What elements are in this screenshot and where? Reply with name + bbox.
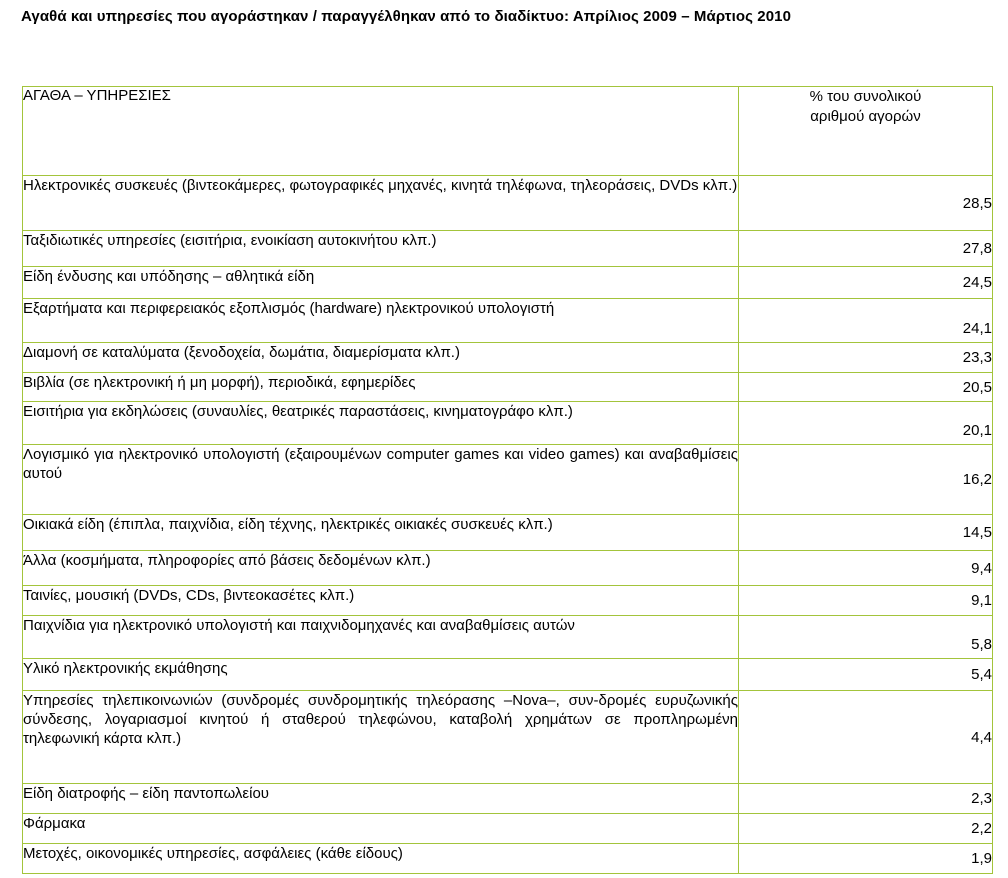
row-value: 20,1 — [739, 402, 993, 445]
header-percent-line2: αριθμού αγορών — [810, 108, 921, 125]
goods-services-table — [22, 86, 993, 874]
table-row — [23, 176, 993, 231]
table-row — [23, 343, 993, 373]
table-row — [23, 551, 993, 586]
row-value: 24,5 — [739, 267, 993, 299]
row-item: Παιχνίδια για ηλεκτρονικό υπολογιστή και παιχνιδομηχανές και αναβαθμίσεις αυτών — [23, 616, 739, 659]
row-value: 24,1 — [739, 299, 993, 343]
row-value: 9,1 — [739, 586, 993, 616]
row-item: Ταξιδιωτικές υπηρεσίες (εισιτήρια, ενοικίαση αυτοκινήτου κλπ.) — [23, 231, 739, 267]
row-value: 27,8 — [739, 231, 993, 267]
table-row — [23, 586, 993, 616]
header-goods-services: ΑΓΑΘΑ – ΥΠΗΡΕΣΙΕΣ — [23, 87, 739, 176]
table-row — [23, 616, 993, 659]
table-row — [23, 299, 993, 343]
row-item: Λογισμικό για ηλεκτρονικό υπολογιστή (εξαιρουμένων computer games και video games) και αναβαθμίσεις αυτού — [23, 445, 739, 515]
table-row — [23, 515, 993, 551]
row-item: Φάρμακα — [23, 814, 739, 844]
row-value: 5,8 — [739, 616, 993, 659]
table-row — [23, 267, 993, 299]
table-row — [23, 814, 993, 844]
row-item: Ταινίες, μουσική (DVDs, CDs, βιντεοκασέτες κλπ.) — [23, 586, 739, 616]
table-row — [23, 445, 993, 515]
row-value: 2,2 — [739, 814, 993, 844]
row-item: Βιβλία (σε ηλεκτρονική ή μη μορφή), περιοδικά, εφημερίδες — [23, 373, 739, 402]
row-item: Ηλεκτρονικές συσκευές (βιντεοκάμερες, φωτογραφικές μηχανές, κινητά τηλέφωνα, τηλεοράσεις, DVDs κλπ.) — [23, 176, 739, 231]
table-row — [23, 231, 993, 267]
row-value: 28,5 — [739, 176, 993, 231]
row-value: 23,3 — [739, 343, 993, 373]
row-item: Είδη ένδυσης και υπόδησης – αθλητικά είδη — [23, 267, 739, 299]
table-row — [23, 659, 993, 691]
table-header-row — [23, 87, 993, 176]
row-item: Οικιακά είδη (έπιπλα, παιχνίδια, είδη τέχνης, ηλεκτρικές οικιακές συσκευές κλπ.) — [23, 515, 739, 551]
header-percent-line1: % του συνολικού — [809, 88, 922, 105]
row-value: 9,4 — [739, 551, 993, 586]
row-value: 2,3 — [739, 784, 993, 814]
row-item: Υλικό ηλεκτρονικής εκμάθησης — [23, 659, 739, 691]
row-item: Διαμονή σε καταλύματα (ξενοδοχεία, δωμάτια, διαμερίσματα κλπ.) — [23, 343, 739, 373]
row-value: 5,4 — [739, 659, 993, 691]
row-value: 4,4 — [739, 691, 993, 784]
row-item: Υπηρεσίες τηλεπικοινωνιών (συνδρομές συνδρομητικής τηλεόρασης –Nova–, συν-δρομές ευρυζωνικής σύνδεσης, λογαριασμοί κινητού ή σταθερού τηλεφώνου, καταβολή χρημάτων σε προπληρωμένη τηλεφωνική κάρτα κλπ.) — [23, 691, 739, 784]
row-item: Μετοχές, οικονομικές υπηρεσίες, ασφάλειες (κάθε είδους) — [23, 844, 739, 874]
row-item: Εξαρτήματα και περιφερειακός εξοπλισμός (hardware) ηλεκτρονικού υπολογιστή — [23, 299, 739, 343]
table-row — [23, 402, 993, 445]
page-title: Αγαθά και υπηρεσίες που αγοράστηκαν / παραγγέλθηκαν από το διαδίκτυο: Απρίλιος 2009 – Μάρτιος 2010 — [21, 8, 792, 25]
row-value: 1,9 — [739, 844, 993, 874]
row-item: Εισιτήρια για εκδηλώσεις (συναυλίες, θεατρικές παραστάσεις, κινηματογράφο κλπ.) — [23, 402, 739, 445]
table-row — [23, 784, 993, 814]
table-row — [23, 691, 993, 784]
row-item: Είδη διατροφής – είδη παντοπωλείου — [23, 784, 739, 814]
header-percent — [739, 87, 993, 176]
table-row — [23, 373, 993, 402]
row-value: 14,5 — [739, 515, 993, 551]
row-value: 20,5 — [739, 373, 993, 402]
row-value: 16,2 — [739, 445, 993, 515]
table-row — [23, 844, 993, 874]
row-item: Άλλα (κοσμήματα, πληροφορίες από βάσεις δεδομένων κλπ.) — [23, 551, 739, 586]
